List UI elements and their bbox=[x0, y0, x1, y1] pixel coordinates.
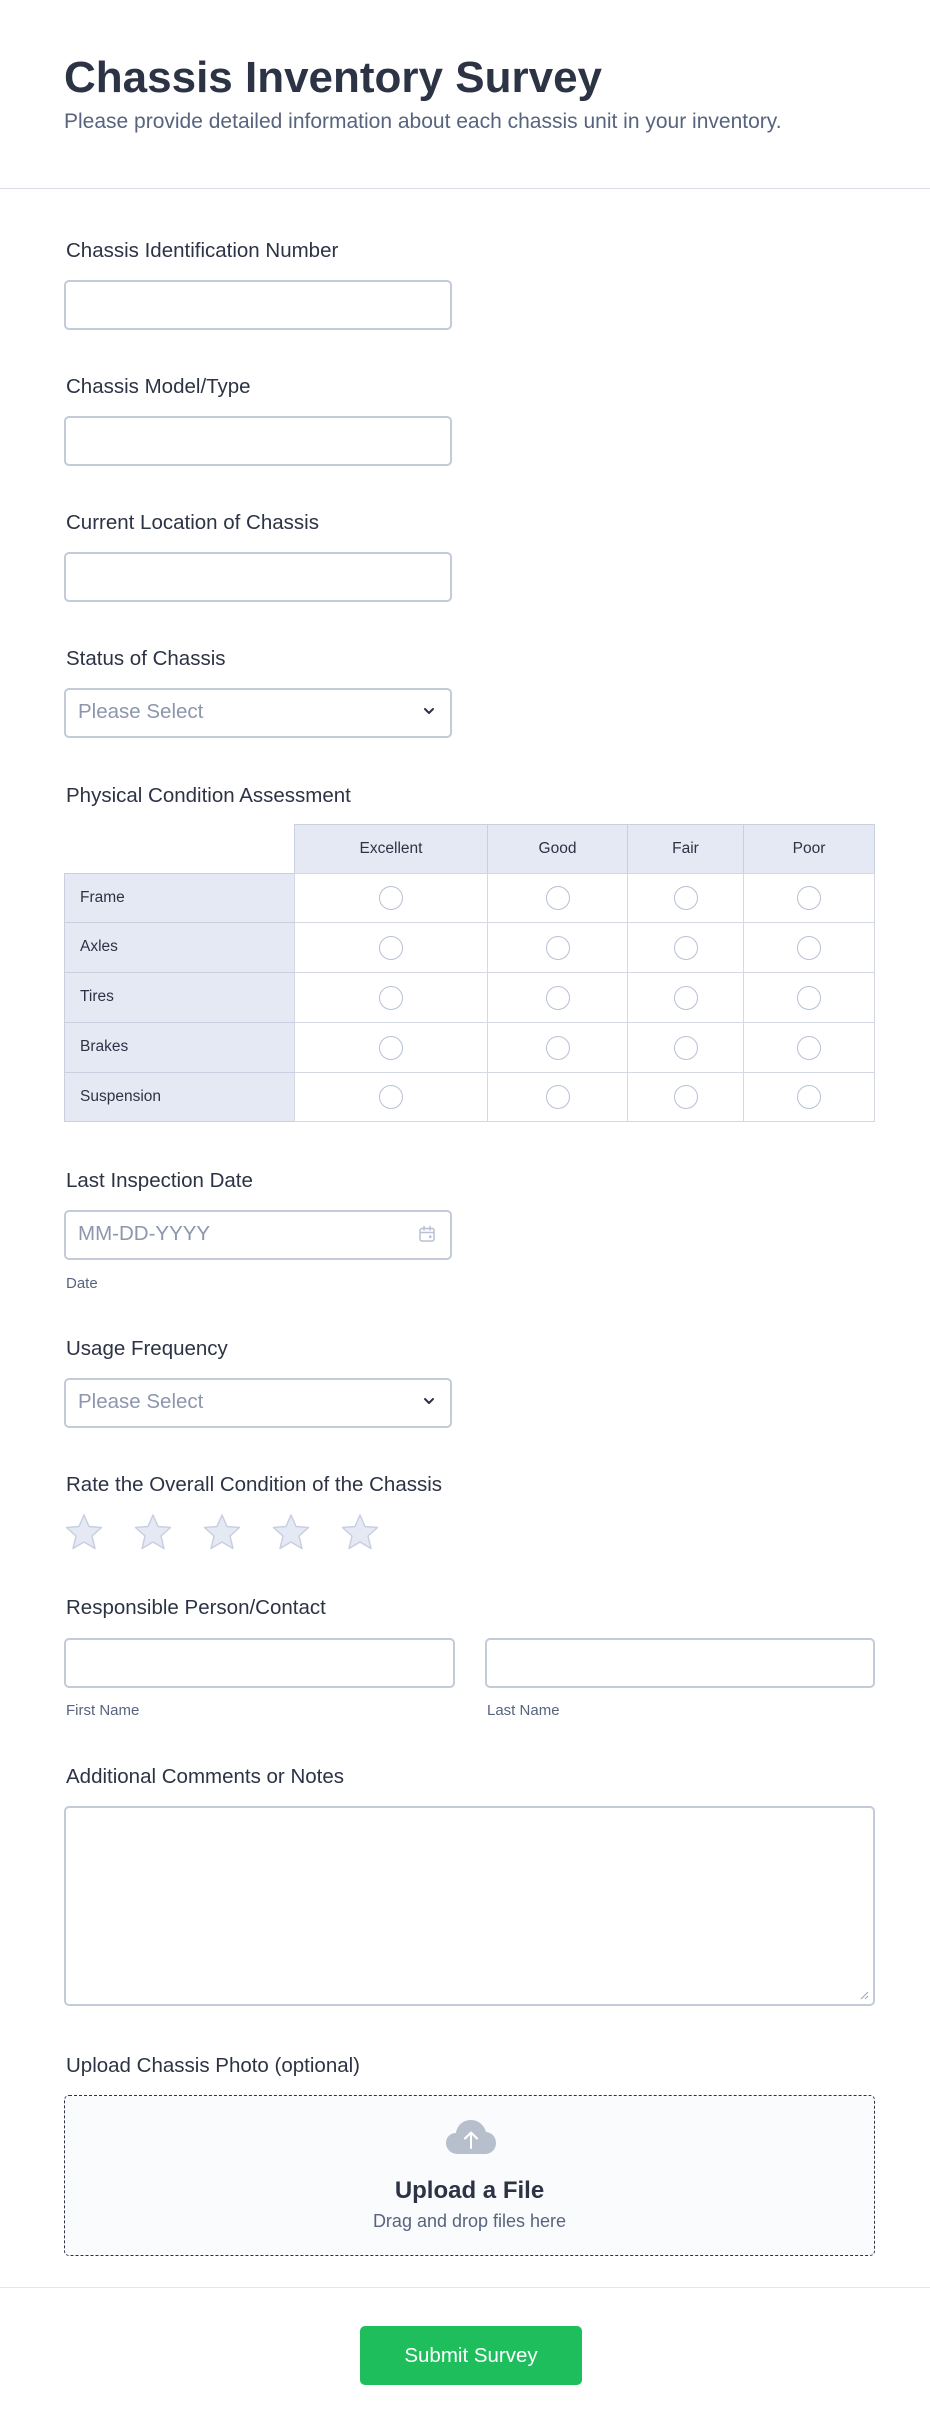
matrix-cell bbox=[487, 873, 628, 923]
radio-tires-poor[interactable] bbox=[797, 986, 821, 1010]
matrix-cell bbox=[487, 1072, 628, 1122]
radio-tires-excellent[interactable] bbox=[379, 986, 403, 1010]
matrix-cell bbox=[294, 922, 488, 973]
radio-suspension-fair[interactable] bbox=[674, 1085, 698, 1109]
resize-handle-icon[interactable] bbox=[859, 1990, 869, 2000]
first-name-input[interactable] bbox=[64, 1638, 455, 1688]
matrix-row-tires: Tires bbox=[64, 972, 295, 1023]
matrix-cell bbox=[487, 1022, 628, 1073]
matrix-cell bbox=[743, 1072, 875, 1122]
rating-label: Rate the Overall Condition of the Chassis bbox=[66, 1473, 443, 1496]
comments-textarea[interactable] bbox=[64, 1806, 875, 2006]
chevron-down-icon bbox=[422, 1394, 436, 1408]
matrix-row-suspension: Suspension bbox=[64, 1072, 295, 1122]
condition-label: Physical Condition Assessment bbox=[66, 784, 351, 807]
chassis-id-label: Chassis Identification Number bbox=[66, 239, 339, 262]
radio-tires-fair[interactable] bbox=[674, 986, 698, 1010]
upload-label: Upload Chassis Photo (optional) bbox=[66, 2054, 360, 2077]
model-type-label: Chassis Model/Type bbox=[66, 375, 251, 398]
radio-frame-excellent[interactable] bbox=[379, 886, 403, 910]
matrix-cell bbox=[627, 873, 744, 923]
upload-dropzone[interactable] bbox=[64, 2095, 875, 2256]
chassis-id-input[interactable] bbox=[64, 280, 452, 330]
inspection-date-input[interactable] bbox=[64, 1210, 452, 1260]
submit-button[interactable]: Submit Survey bbox=[360, 2326, 582, 2385]
radio-axles-excellent[interactable] bbox=[379, 936, 403, 960]
calendar-icon[interactable] bbox=[418, 1225, 436, 1243]
upload-subtitle: Drag and drop files here bbox=[372, 2211, 567, 2231]
star-icon[interactable] bbox=[64, 1512, 104, 1552]
matrix-cell bbox=[627, 1022, 744, 1073]
star-icon[interactable] bbox=[133, 1512, 173, 1552]
matrix-col-good: Good bbox=[487, 824, 628, 874]
location-label: Current Location of Chassis bbox=[66, 511, 319, 534]
inspection-date-sublabel: Date bbox=[66, 1275, 98, 1292]
matrix-cell bbox=[487, 972, 628, 1023]
radio-brakes-poor[interactable] bbox=[797, 1036, 821, 1060]
matrix-col-fair: Fair bbox=[627, 824, 744, 874]
matrix-cell bbox=[743, 873, 875, 923]
matrix-cell bbox=[487, 922, 628, 973]
radio-axles-poor[interactable] bbox=[797, 936, 821, 960]
star-icon[interactable] bbox=[202, 1512, 242, 1552]
cloud-upload-icon bbox=[445, 2118, 497, 2158]
matrix-cell bbox=[294, 1022, 488, 1073]
radio-frame-fair[interactable] bbox=[674, 886, 698, 910]
radio-axles-good[interactable] bbox=[546, 936, 570, 960]
comments-label: Additional Comments or Notes bbox=[66, 1765, 345, 1788]
usage-label: Usage Frequency bbox=[66, 1337, 228, 1360]
first-name-sublabel: First Name bbox=[66, 1702, 140, 1719]
usage-select-placeholder: Please Select bbox=[78, 1390, 204, 1413]
matrix-row-brakes: Brakes bbox=[64, 1022, 295, 1073]
radio-suspension-good[interactable] bbox=[546, 1085, 570, 1109]
matrix-cell bbox=[627, 972, 744, 1023]
contact-label: Responsible Person/Contact bbox=[66, 1596, 326, 1619]
model-type-input[interactable] bbox=[64, 416, 452, 466]
last-name-sublabel: Last Name bbox=[487, 1702, 560, 1719]
radio-frame-poor[interactable] bbox=[797, 886, 821, 910]
status-select-placeholder: Please Select bbox=[78, 700, 204, 723]
status-label: Status of Chassis bbox=[66, 647, 226, 670]
radio-tires-good[interactable] bbox=[546, 986, 570, 1010]
matrix-cell bbox=[294, 873, 488, 923]
radio-brakes-excellent[interactable] bbox=[379, 1036, 403, 1060]
matrix-cell bbox=[743, 922, 875, 973]
inspection-date-label: Last Inspection Date bbox=[66, 1169, 253, 1192]
matrix-cell bbox=[743, 1022, 875, 1073]
matrix-cell bbox=[743, 972, 875, 1023]
last-name-input[interactable] bbox=[485, 1638, 875, 1688]
radio-brakes-good[interactable] bbox=[546, 1036, 570, 1060]
usage-select[interactable] bbox=[64, 1378, 452, 1428]
matrix-col-excellent: Excellent bbox=[294, 824, 488, 874]
radio-frame-good[interactable] bbox=[546, 886, 570, 910]
location-input[interactable] bbox=[64, 552, 452, 602]
form-header bbox=[0, 0, 930, 189]
radio-suspension-excellent[interactable] bbox=[379, 1085, 403, 1109]
radio-axles-fair[interactable] bbox=[674, 936, 698, 960]
condition-matrix bbox=[64, 824, 875, 1122]
matrix-cell bbox=[294, 972, 488, 1023]
form-subtitle: Please provide detailed information about each chassis unit in your inventory. bbox=[64, 110, 782, 133]
form-footer bbox=[0, 2287, 930, 2436]
star-icon[interactable] bbox=[271, 1512, 311, 1552]
radio-brakes-fair[interactable] bbox=[674, 1036, 698, 1060]
matrix-cell bbox=[627, 1072, 744, 1122]
matrix-row-axles: Axles bbox=[64, 922, 295, 973]
inspection-date-placeholder: MM-DD-YYYY bbox=[78, 1222, 211, 1245]
form-title: Chassis Inventory Survey bbox=[64, 53, 603, 102]
matrix-col-poor: Poor bbox=[743, 824, 875, 874]
matrix-row-frame: Frame bbox=[64, 873, 295, 923]
matrix-cell bbox=[627, 922, 744, 973]
chevron-down-icon bbox=[422, 704, 436, 718]
star-icon[interactable] bbox=[340, 1512, 380, 1552]
status-select[interactable] bbox=[64, 688, 452, 738]
radio-suspension-poor[interactable] bbox=[797, 1085, 821, 1109]
matrix-cell bbox=[294, 1072, 488, 1122]
upload-title: Upload a File bbox=[394, 2177, 545, 2204]
